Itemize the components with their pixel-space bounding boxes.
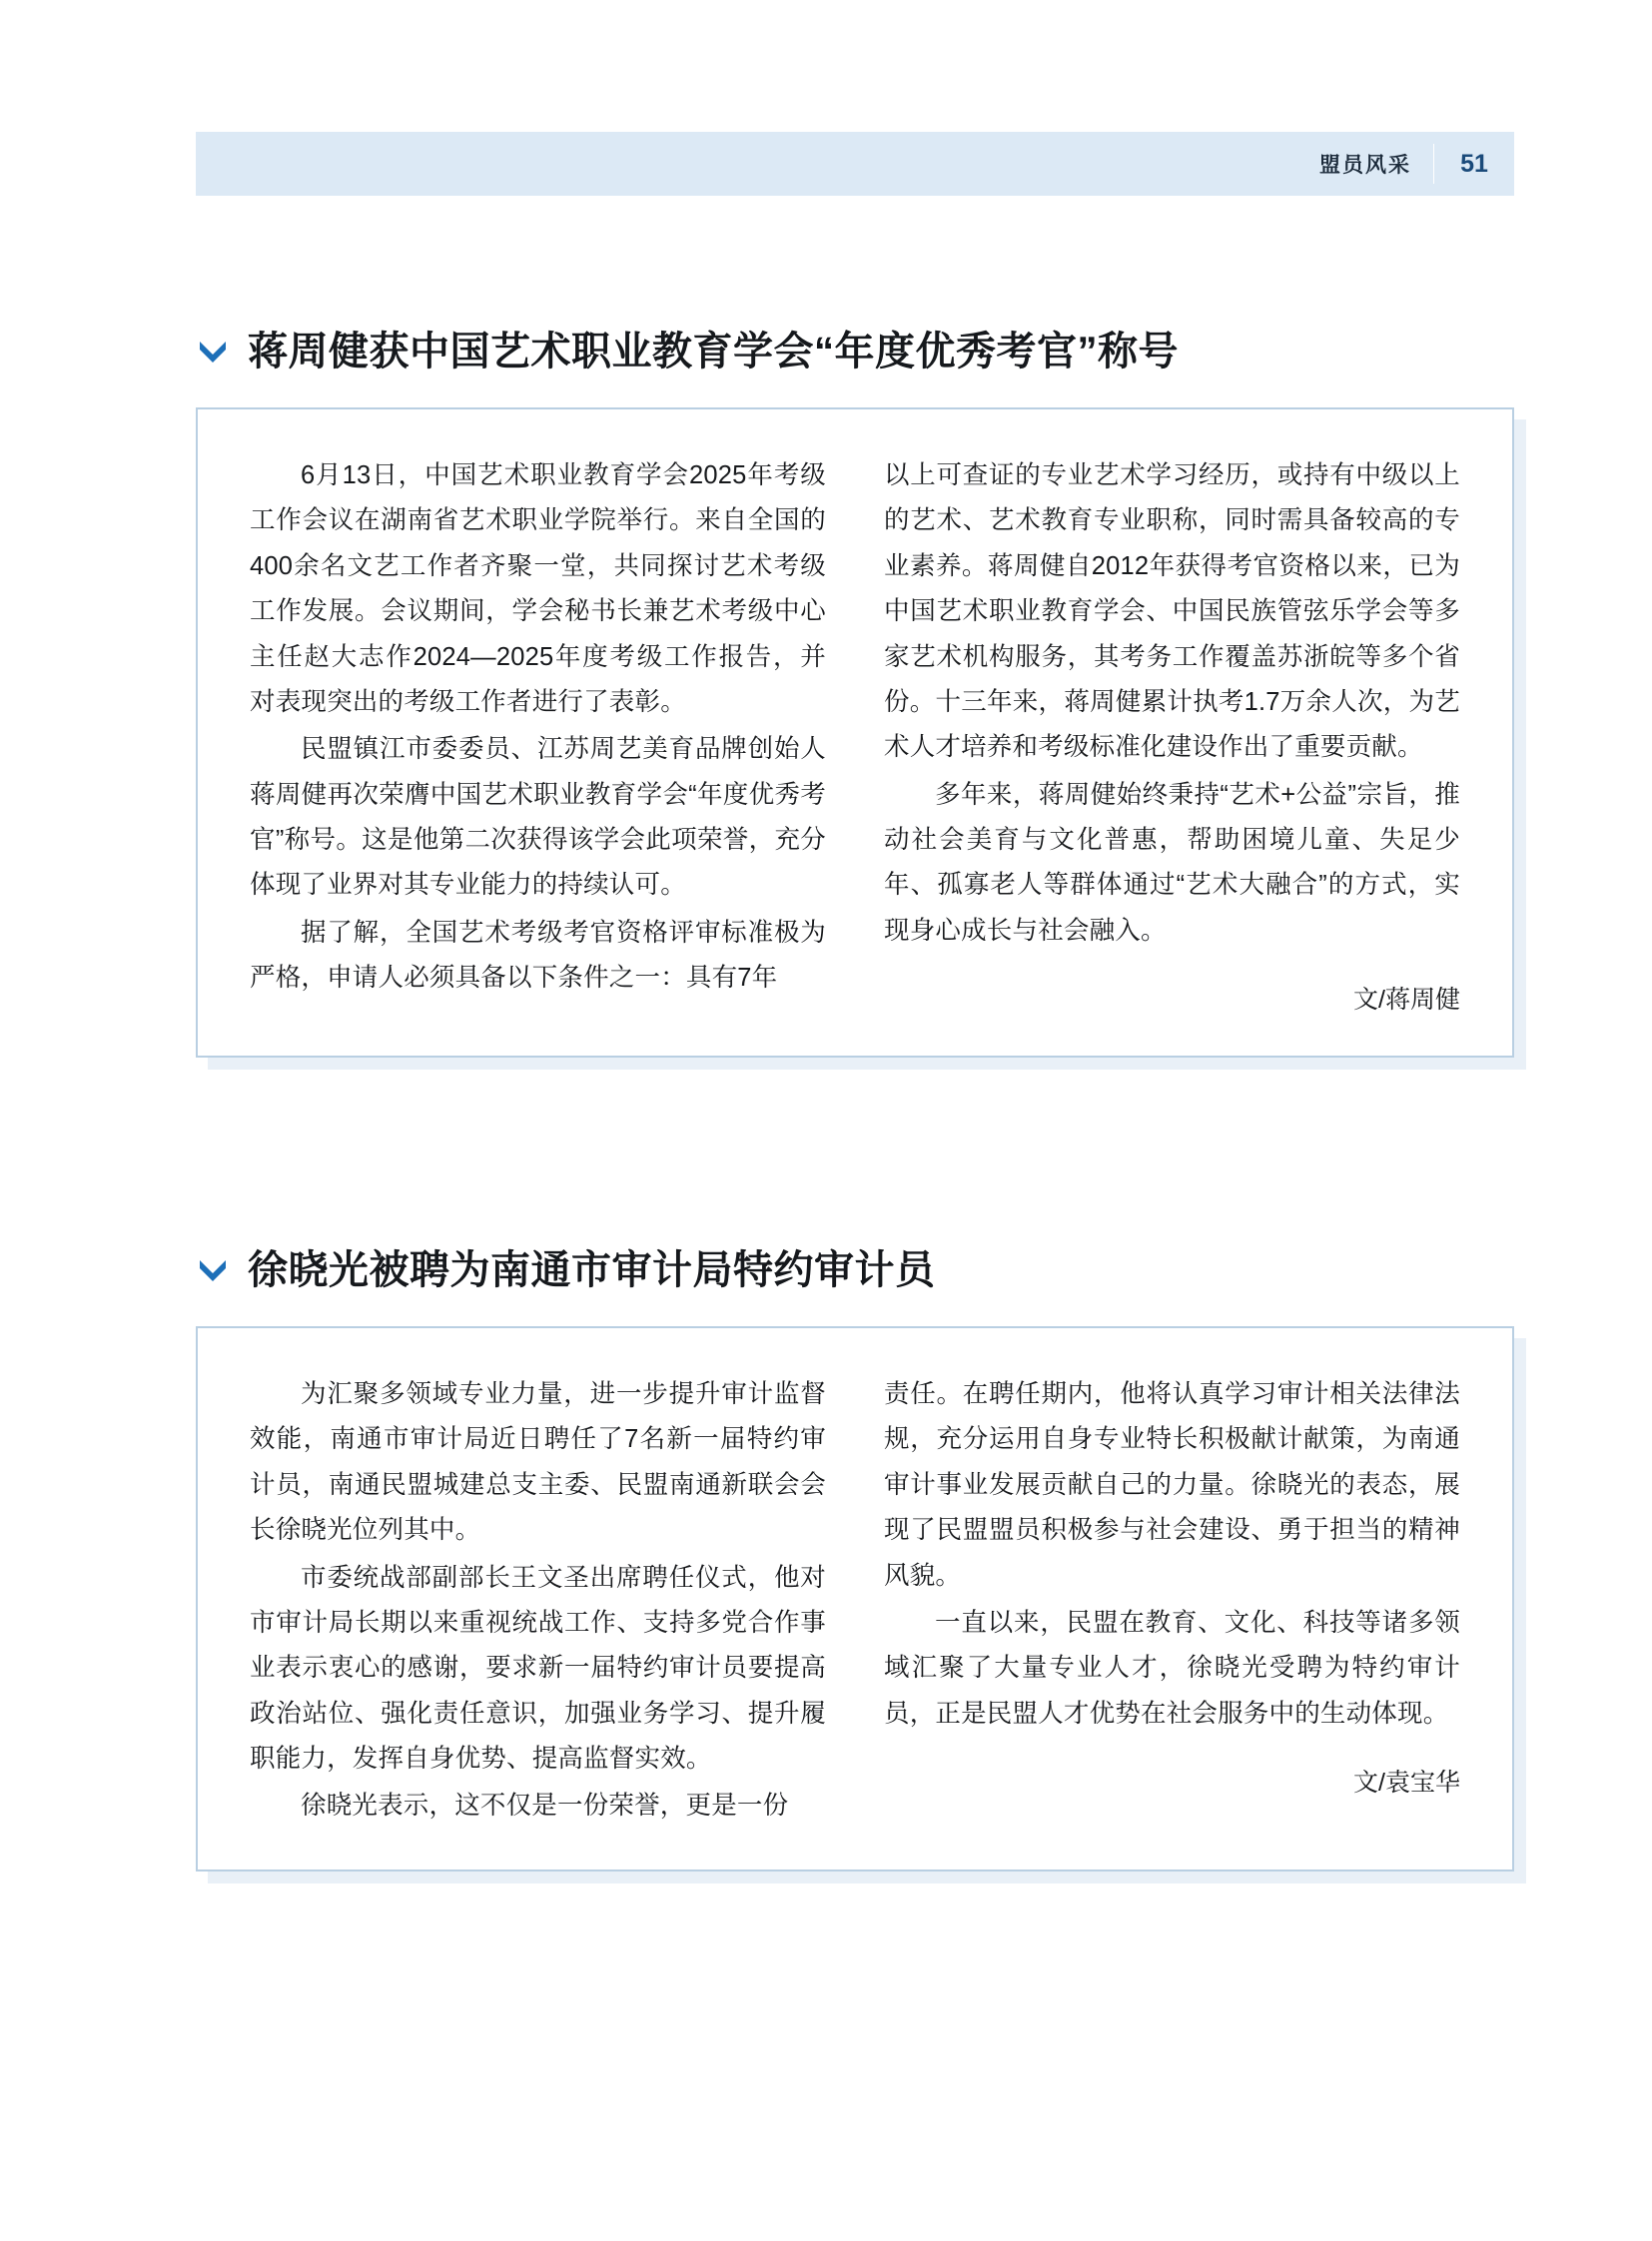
paragraph: 多年来，蒋周健始终秉持“艺术+公益”宗旨，推动社会美育与文化普惠，帮助困境儿童、失足少年、孤寡老人等群体通过“艺术大融合”的方式，实现身心成长与社会融入。	[884, 780, 1460, 945]
article-2-left-column	[250, 1372, 826, 1830]
article-2-card	[196, 1326, 1514, 1871]
article-1-left-column	[250, 453, 826, 1016]
article-section-1	[196, 330, 1514, 1058]
article-1-right-column	[884, 453, 1460, 1016]
running-title: 盟员风采	[1319, 154, 1411, 177]
article-section-2	[196, 1248, 1514, 1871]
article-1-byline: 文/蒋周健	[1353, 986, 1460, 1015]
page-number: 51	[1460, 149, 1488, 178]
paragraph: 市委统战部副部长王文圣出席聘任仪式，他对市审计局长期以来重视统战工作、支持多党合作事业表示衷心的感谢，要求新一届特约审计员要提高政治站位、强化责任意识，加强业务学习、提升履职能力，发挥自身优势、提高监督实效。	[250, 1563, 826, 1773]
paragraph: 据了解，全国艺术考级考官资格评审标准极为严格，申请人必须具备以下条件之一：具有7年	[250, 918, 826, 993]
article-1-title: 蒋周健获中国艺术职业教育学会“年度优秀考官”称号	[248, 330, 1179, 374]
article-1-heading-row	[196, 330, 1514, 374]
paragraph: 一直以来，民盟在教育、文化、科技等诸多领域汇聚了大量专业人才，徐晓光受聘为特约审计员，正是民盟人才优势在社会服务中的生动体现。	[884, 1608, 1460, 1728]
article-2-byline: 文/袁宝华	[1353, 1769, 1460, 1797]
paragraph: 6月13日，中国艺术职业教育学会2025年考级工作会议在湖南省艺术职业学院举行。来自全国的400余名文艺工作者齐聚一堂，共同探讨艺术考级工作发展。会议期间，学会秘书长兼艺术考级中心主任赵大志作2024—2025年度考级工作报告，并对表现突出的考级工作者进行了表彰。	[250, 461, 826, 716]
paragraph: 民盟镇江市委委员、江苏周艺美育品牌创始人蒋周健再次荣膺中国艺术职业教育学会“年度优秀考官”称号。这是他第二次获得该学会此项荣誉，充分体现了业界对其专业能力的持续认可。	[250, 735, 826, 900]
chevron-double-down-icon	[196, 1253, 230, 1287]
article-1-card-wrap	[196, 407, 1514, 1058]
article-2-card-wrap	[196, 1326, 1514, 1871]
paragraph: 以上可查证的专业艺术学习经历，或持有中级以上的艺术、艺术教育专业职称，同时需具备较高的专业素养。蒋周健自2012年获得考官资格以来，已为中国艺术职业教育学会、中国民族管弦乐学会等多家艺术机构服务，其考务工作覆盖苏浙皖等多个省份。十三年来，蒋周健累计执考1.7万余人次，为艺术人才培养和考级标准化建设作出了重要贡献。	[884, 461, 1460, 762]
page-header-band	[196, 132, 1514, 196]
article-2-title: 徐晓光被聘为南通市审计局特约审计员	[248, 1248, 936, 1292]
article-1-card	[196, 407, 1514, 1058]
paragraph: 徐晓光表示，这不仅是一份荣誉，更是一份	[301, 1792, 789, 1821]
article-2-right-column	[884, 1372, 1460, 1830]
chevron-double-down-icon	[196, 335, 230, 369]
paragraph: 责任。在聘任期内，他将认真学习审计相关法律法规，充分运用自身专业特长积极献计献策，为南通审计事业发展贡献自己的力量。徐晓光的表态，展现了民盟盟员积极参与社会建设、勇于担当的精神风貌。	[884, 1380, 1460, 1590]
article-2-heading-row	[196, 1248, 1514, 1292]
paragraph: 为汇聚多领域专业力量，进一步提升审计监督效能，南通市审计局近日聘任了7名新一届特约审计员，南通民盟城建总支主委、民盟南通新联会会长徐晓光位列其中。	[250, 1380, 826, 1545]
